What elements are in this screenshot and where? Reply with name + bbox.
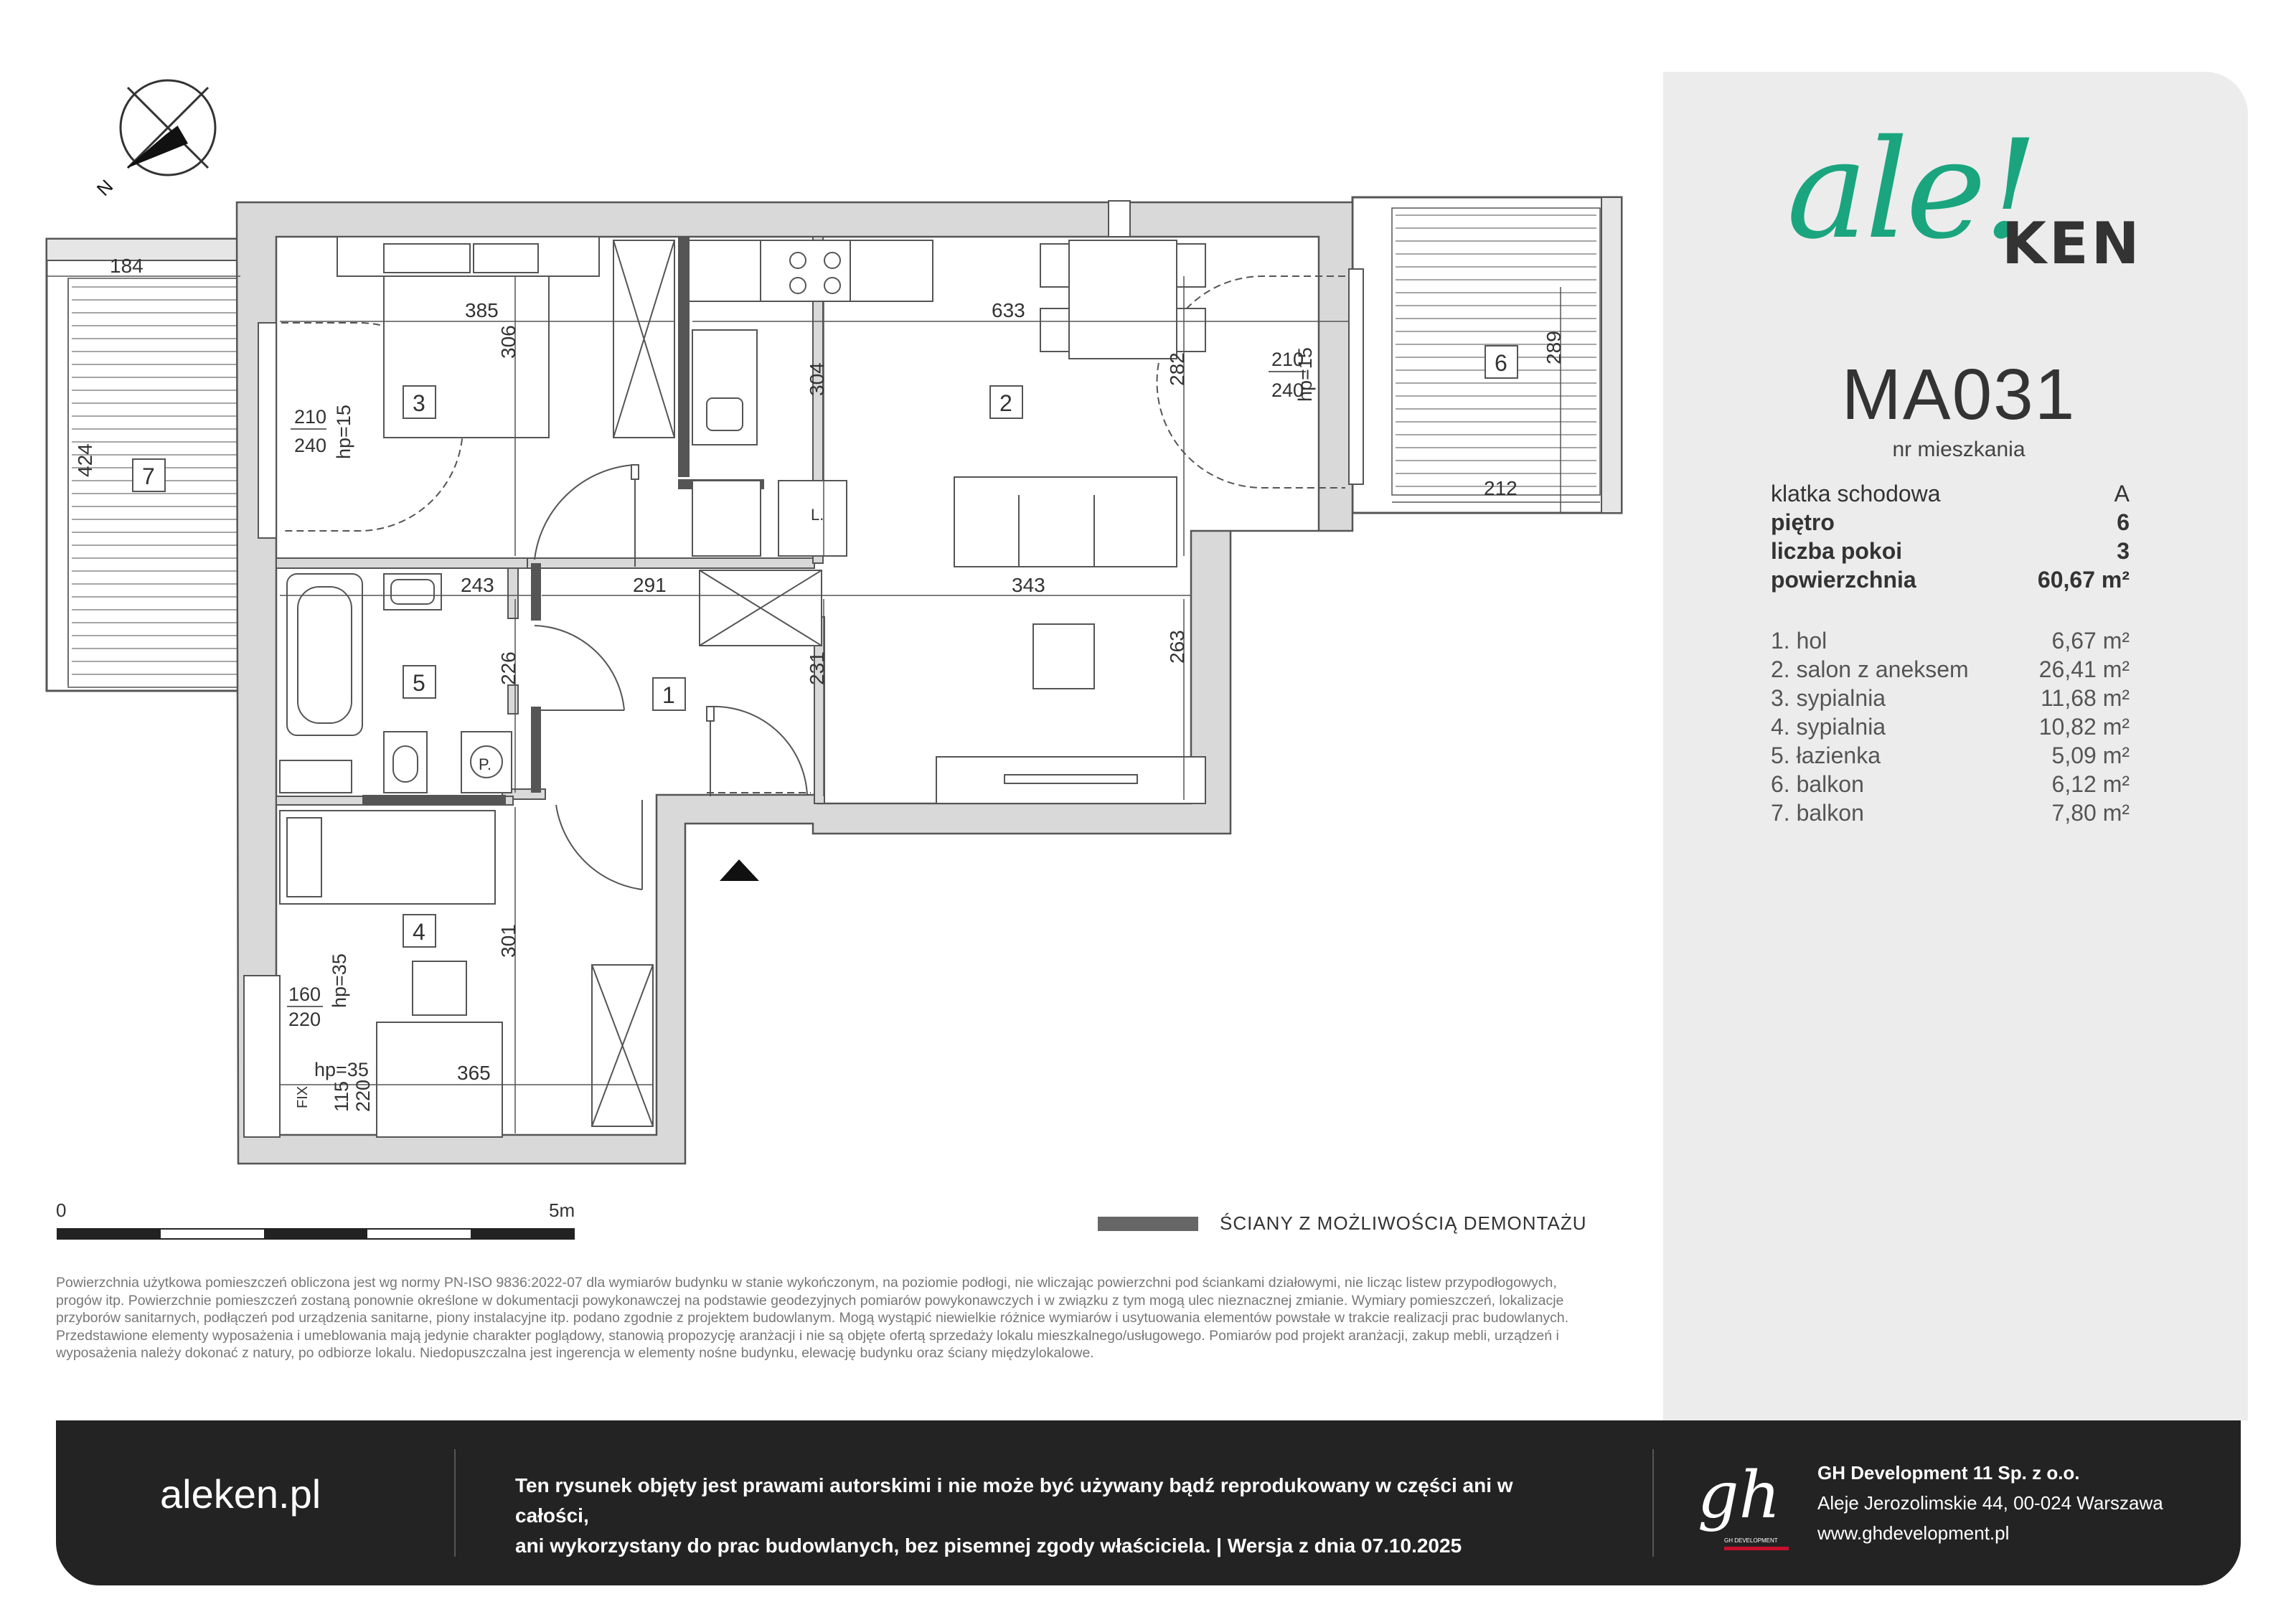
room-label: 2. salon z aneksem	[1771, 656, 1969, 682]
win-note: 220	[352, 1079, 374, 1112]
room-number-5: 5	[413, 670, 425, 696]
fixture-label-l: L.	[811, 506, 824, 524]
room-label: 1. hol	[1771, 628, 1827, 654]
dim-304: 304	[806, 362, 828, 396]
win-note: hp=35	[329, 953, 350, 1008]
detail-value: 3	[2117, 538, 2130, 564]
dim-263: 263	[1166, 630, 1188, 664]
room-area: 7,80 m²	[2051, 800, 2130, 826]
logo-word: KEN	[2002, 210, 2142, 277]
dim-212: 212	[1484, 477, 1518, 499]
footer-legal	[515, 1471, 1556, 1561]
room-area: 26,41 m²	[2038, 656, 2130, 682]
dim-184: 184	[110, 255, 144, 277]
scale-bar	[57, 1229, 574, 1239]
dim-385: 385	[465, 299, 499, 321]
footer-divider	[454, 1449, 456, 1557]
room-number-1: 1	[662, 682, 675, 708]
room-row	[1771, 771, 2130, 798]
win-note: hp=15	[1294, 347, 1316, 402]
room-number-2: 2	[999, 390, 1012, 416]
room-number-7: 7	[142, 463, 155, 489]
dim-282: 282	[1166, 352, 1188, 386]
win-note: 210	[294, 406, 327, 428]
room-label: 5. łazienka	[1771, 742, 1881, 768]
room-label: 7. balkon	[1771, 800, 1864, 826]
scale-end-label: 5m	[549, 1199, 575, 1221]
apartment-number: MA031	[1841, 354, 2076, 435]
detail-row	[1771, 567, 2130, 593]
logo-script: ale!	[1787, 110, 2036, 269]
win-note: hp=15	[333, 405, 354, 459]
entrance-arrow-icon	[720, 859, 759, 881]
win-note: 115	[331, 1080, 352, 1112]
dim-226: 226	[497, 651, 519, 685]
footer-divider	[1652, 1449, 1654, 1557]
gh-logo-icon	[1685, 1442, 1792, 1564]
dim-306: 306	[497, 325, 519, 359]
legend-text: ŚCIANY Z MOŻLIWOŚCIĄ DEMONTAŻU	[1220, 1212, 1587, 1234]
footer-url[interactable]: aleken.pl	[160, 1471, 321, 1517]
room-row	[1771, 685, 2130, 712]
company-name: GH Development 11 Sp. z o.o.	[1817, 1462, 2080, 1484]
footer-legal-line1: Ten rysunek objęty jest prawami autorskimi i nie może być używany bądź reprodukowany w części ani w całości,	[515, 1474, 1513, 1527]
detail-row	[1771, 538, 2130, 565]
room-row	[1771, 714, 2130, 740]
dim-301: 301	[497, 924, 519, 958]
brand-logo	[1787, 110, 2231, 294]
room-row	[1771, 656, 2130, 683]
win-note: 220	[288, 1009, 321, 1030]
footer-legal-line2: ani wykorzystany do prac budowlanych, bez pisemnej zgody właściciela. | Wersja z dnia 07.10.2025	[515, 1534, 1462, 1557]
room-label: 3. sypialnia	[1771, 685, 1886, 711]
room-number-3: 3	[413, 390, 425, 416]
room-area: 10,82 m²	[2038, 714, 2130, 740]
dim-365: 365	[457, 1062, 491, 1084]
detail-label: liczba pokoi	[1771, 538, 1903, 564]
detail-label: powierzchnia	[1771, 567, 1916, 593]
win-note: 240	[294, 435, 327, 456]
room-row	[1771, 742, 2130, 769]
gh-logo-mark: gh	[1698, 1458, 1781, 1533]
fixture-label-p: P.	[479, 755, 491, 773]
room-area: 5,09 m²	[2051, 742, 2130, 768]
dim-231: 231	[806, 651, 828, 685]
compass-north-label: N	[92, 175, 118, 200]
room-area: 6,12 m²	[2051, 771, 2130, 797]
room-area: 6,67 m²	[2051, 628, 2130, 654]
detail-label: klatka schodowa	[1771, 481, 1941, 506]
win-note: 160	[288, 984, 321, 1005]
detail-label: piętro	[1771, 509, 1835, 535]
footer-company	[1817, 1458, 2163, 1548]
room-row	[1771, 628, 2130, 654]
company-address: Aleje Jerozolimskie 44, 00-024 Warszawa	[1817, 1492, 2163, 1514]
room-number-6: 6	[1495, 350, 1507, 376]
dim-424: 424	[74, 443, 96, 477]
room-row	[1771, 800, 2130, 826]
detail-value: 6	[2117, 509, 2130, 535]
detail-value: 60,67 m²	[2037, 567, 2130, 593]
detail-value: A	[2114, 481, 2130, 506]
detail-row	[1771, 481, 2130, 507]
dim-633: 633	[992, 299, 1025, 321]
apartment-number-caption: nr mieszkania	[1892, 438, 2026, 461]
compass-icon	[93, 80, 215, 200]
win-note: 240	[1271, 379, 1304, 401]
room-number-4: 4	[413, 919, 425, 945]
room-area: 11,68 m²	[2041, 685, 2130, 711]
disclaimer: Powierzchnia użytkowa pomieszczeń obliczona jest wg normy PN-ISO 9836:2022-07 dla wymiarów budynku w stanie wykończonym, na poziomie podłogi, nie wliczając powierzchni pod ściankami działowymi, nie licząc listew przypodłogowych, progów itp. Powierzchnie pomieszczeń zostaną ponownie określone w dokumentacji powykonawczej na podstawie geodezyjnych pomiarów powykonawczych i w związku z tym mogą ulec nieznacznej zmianie. Wymiary pomieszczeń, lokalizacje przyborów sanitarnych, podłączeń pod urządzenia sanitarne, piony instalacyjne itp. podano zgodnie z projektem budowlanym. Mogą wystąpić niewielkie różnice wymiarów i usytuowania elementów powstałe w trakcie realizacji prac budowlanych. Przedstawione elementy wyposażenia i umeblowania mają jedynie charakter poglądowy, stanowią propozycję aranżacji i nie są objęte ofertą sprzedaży lokalu mieszkalnego/usługowego. Pomiarów pod projekt aranżacji, zakup mebli, urządzeń i wyposażenia należy dokonać z natury, po odbiorze lokalu. Niedopuszczalna jest ingerencja w elementy nośne budynku, elewację budynku oraz ściany międzylokalowe.	[56, 1275, 1569, 1361]
footer	[56, 1420, 2241, 1585]
win-note: FIX	[295, 1085, 311, 1108]
detail-row	[1771, 509, 2130, 536]
dim-243: 243	[461, 574, 494, 596]
gh-logo-caption: GH DEVELOPMENT	[1724, 1537, 1778, 1544]
legend-swatch	[1098, 1217, 1198, 1231]
dim-343: 343	[1012, 574, 1045, 596]
scale-start-label: 0	[56, 1199, 67, 1221]
win-note: 210	[1271, 349, 1304, 370]
dim-291: 291	[633, 574, 667, 596]
win-note: hp=35	[314, 1059, 369, 1080]
company-website[interactable]: www.ghdevelopment.pl	[1817, 1522, 2010, 1544]
dim-289: 289	[1543, 331, 1565, 364]
room-label: 6. balkon	[1771, 771, 1864, 797]
room-label: 4. sypialnia	[1771, 714, 1886, 740]
